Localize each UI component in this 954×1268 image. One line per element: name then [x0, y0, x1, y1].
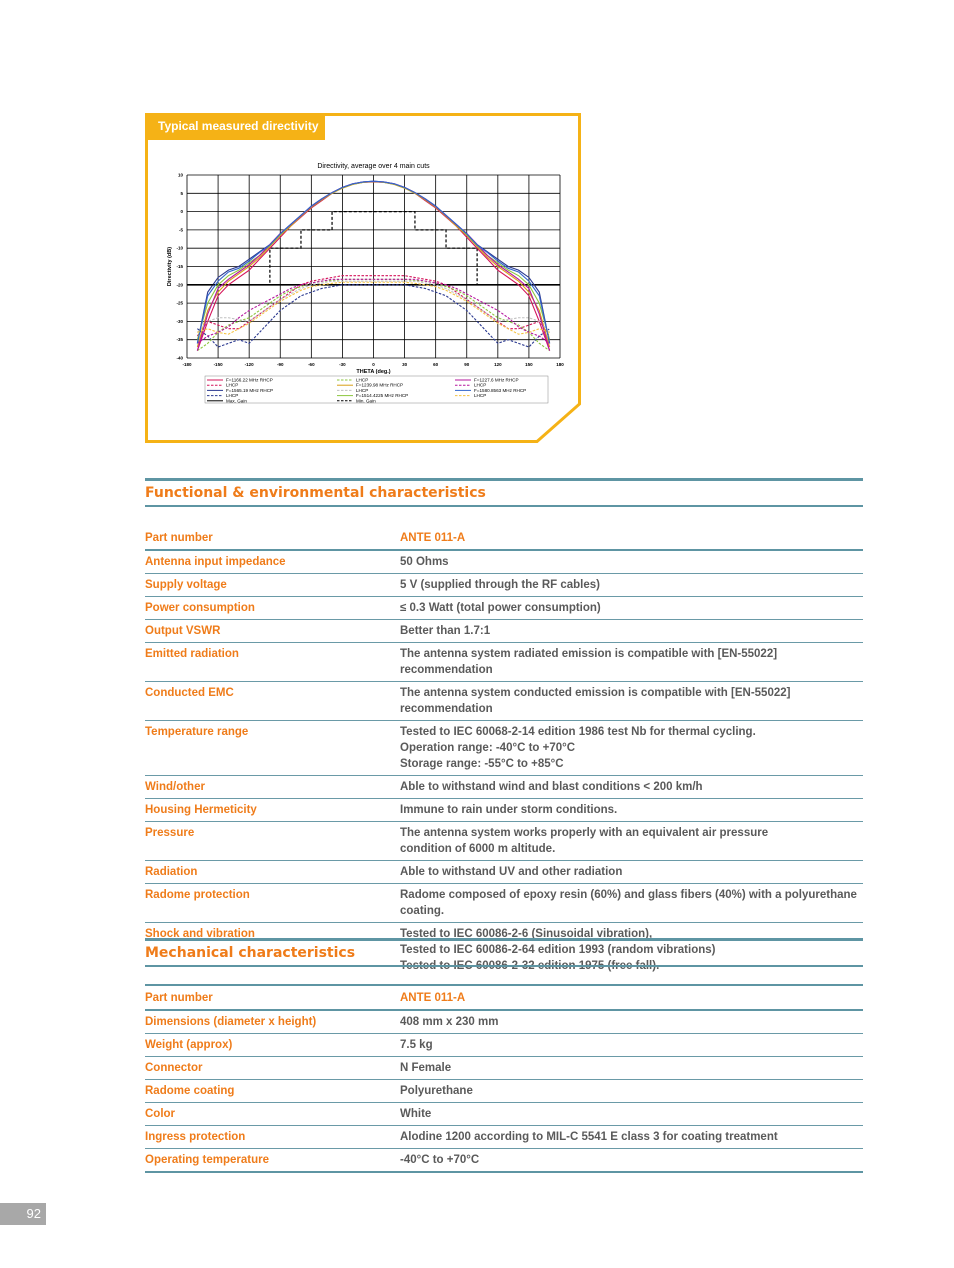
- y-tick-label: 10: [177, 172, 183, 178]
- row-value-line: 408 mm x 230 mm: [400, 1016, 499, 1028]
- x-tick-label: -180: [182, 362, 192, 367]
- row-value-line: Alodine 1200 according to MIL-C 5541 E class 3 for coating treatment: [400, 1131, 778, 1143]
- table-row: [145, 1010, 863, 1034]
- x-tick-label: -150: [213, 362, 223, 367]
- chart-title: Directivity, average over 4 main cuts: [317, 163, 430, 170]
- row-value: [400, 1103, 863, 1126]
- table-row: [145, 682, 863, 721]
- y-tick-label: -20: [176, 282, 183, 288]
- row-value-line: N Female: [400, 1062, 452, 1074]
- table-row: [145, 721, 863, 776]
- mechanical-table: [145, 987, 863, 1173]
- x-tick-label: -30: [339, 362, 346, 367]
- x-tick-label: 30: [402, 362, 408, 367]
- table-row: [145, 574, 863, 597]
- legend-label: F=1239.98 MHz RHCP: [356, 382, 404, 388]
- row-value-line: White: [400, 1108, 432, 1120]
- legend-label: F=1227.6 MHz RHCP: [474, 377, 519, 383]
- x-tick-label: -120: [244, 362, 254, 367]
- row-value: [400, 776, 863, 799]
- x-tick-label: 150: [525, 362, 533, 367]
- row-label: Radiation: [145, 861, 400, 884]
- row-value-line: Storage range: -55°C to +85°C: [400, 758, 564, 770]
- row-label: Connector: [145, 1057, 400, 1080]
- x-tick-label: 60: [433, 362, 439, 367]
- row-label: Pressure: [145, 822, 400, 861]
- mechanical-section-title: Mechanical characteristics: [145, 938, 863, 967]
- row-value-line: 50 Ohms: [400, 556, 449, 568]
- directivity-chart: [150, 143, 574, 413]
- table-row: [145, 1080, 863, 1103]
- table-header-row: [145, 527, 863, 550]
- row-label: Antenna input impedance: [145, 550, 400, 574]
- row-value-line: The antenna system radiated emission is compatible with [EN-55022] recommendation: [400, 648, 778, 676]
- header-key: Part number: [145, 987, 400, 1010]
- row-label: Radome protection: [145, 884, 400, 923]
- x-tick-label: -90: [276, 362, 284, 367]
- row-label: Radome coating: [145, 1080, 400, 1103]
- table-row: [145, 799, 863, 822]
- table-row: [145, 822, 863, 861]
- row-label: Conducted EMC: [145, 682, 400, 721]
- row-label: Supply voltage: [145, 574, 400, 597]
- row-value-line: Tested to IEC 60086-2-6 (Sinusoidal vibration),: [400, 928, 653, 940]
- table-row: [145, 620, 863, 643]
- header-key: Part number: [145, 527, 400, 550]
- y-tick-label: -10: [176, 245, 183, 251]
- row-value-line: Immune to rain under storm conditions.: [400, 804, 618, 816]
- row-label: Operating temperature: [145, 1149, 400, 1173]
- row-label: Dimensions (diameter x height): [145, 1010, 400, 1034]
- x-tick-label: 0: [372, 362, 375, 367]
- table-row: [145, 643, 863, 682]
- row-value-line: ≤ 0.3 Watt (total power consumption): [400, 602, 601, 614]
- row-value-line: condition of 6000 m altitude.: [400, 843, 556, 855]
- row-label: Power consumption: [145, 597, 400, 620]
- x-tick-label: -60: [308, 362, 315, 367]
- table-row: [145, 861, 863, 884]
- table-row: [145, 1034, 863, 1057]
- y-tick-label: 5: [180, 190, 183, 196]
- row-label: Housing Hermeticity: [145, 799, 400, 822]
- row-value: [400, 1010, 863, 1034]
- table-row: [145, 550, 863, 574]
- row-label: Color: [145, 1103, 400, 1126]
- row-value-line: The antenna system works properly with an equivalent air pressure: [400, 827, 769, 839]
- row-value: [400, 597, 863, 620]
- row-value: [400, 550, 863, 574]
- row-value: [400, 721, 863, 776]
- row-value: [400, 682, 863, 721]
- row-value: [400, 643, 863, 682]
- row-value: [400, 1126, 863, 1149]
- row-value: [400, 1149, 863, 1173]
- table-row: [145, 1149, 863, 1173]
- row-value-line: Able to withstand wind and blast conditions < 200 km/h: [400, 781, 703, 793]
- legend-label: Min. Gain: [356, 398, 376, 404]
- row-value-line: Operation range: -40°C to +70°C: [400, 742, 576, 754]
- table-row: [145, 776, 863, 799]
- table-header-row: [145, 987, 863, 1010]
- y-tick-label: -35: [176, 337, 183, 343]
- legend-label: LHCP: [356, 377, 369, 383]
- directivity-figure: [145, 113, 581, 443]
- legend-label: LHCP: [226, 393, 239, 399]
- row-value-line: 5 V (supplied through the RF cables): [400, 579, 600, 591]
- header-value: ANTE 011-A: [400, 987, 863, 1010]
- row-value-line: Able to withstand UV and other radiation: [400, 866, 623, 878]
- legend-label: LHCP: [474, 393, 487, 399]
- functional-section-title: Functional & environmental characteristics: [145, 478, 863, 507]
- legend-label: F=1166.22 MHz RHCP: [226, 377, 273, 383]
- table-row: [145, 1057, 863, 1080]
- row-value: [400, 799, 863, 822]
- functional-table: [145, 527, 863, 986]
- table-row: [145, 884, 863, 923]
- row-value: [400, 574, 863, 597]
- legend-label: F=1514.4225 MHz RHCP: [356, 393, 409, 399]
- row-value-line: The antenna system conducted emission is compatible with [EN-55022] recommendation: [400, 687, 791, 715]
- row-label: Emitted radiation: [145, 643, 400, 682]
- row-value-line: Tested to IEC 60086-2-64 edition 1993 (random vibrations): [400, 944, 716, 956]
- row-value: [400, 822, 863, 861]
- row-label: Output VSWR: [145, 620, 400, 643]
- table-row: [145, 1103, 863, 1126]
- row-value-line: Radome composed of epoxy resin (60%) and glass fibers (40%) with a polyurethane coating.: [400, 889, 857, 917]
- legend-label: F=1580.8563 MHz RHCP: [474, 387, 527, 393]
- x-axis-label: THETA (deg.): [356, 369, 391, 375]
- row-label: Weight (approx): [145, 1034, 400, 1057]
- y-tick-label: -40: [176, 355, 183, 361]
- row-label: Ingress protection: [145, 1126, 400, 1149]
- row-value: [400, 1034, 863, 1057]
- row-value: [400, 1080, 863, 1103]
- row-label: Temperature range: [145, 721, 400, 776]
- legend-label: LHCP: [226, 382, 239, 388]
- header-value: ANTE 011-A: [400, 527, 863, 550]
- row-value: [400, 861, 863, 884]
- row-label: Wind/other: [145, 776, 400, 799]
- x-tick-label: 120: [494, 362, 502, 367]
- table-row: [145, 1126, 863, 1149]
- row-value-line: 7.5 kg: [400, 1039, 433, 1051]
- x-tick-label: 90: [464, 362, 470, 367]
- row-value: [400, 1057, 863, 1080]
- y-tick-label: -30: [176, 318, 183, 324]
- y-tick-label: -5: [178, 227, 183, 233]
- y-tick-label: -25: [176, 300, 183, 306]
- row-value-line: Better than 1.7:1: [400, 625, 491, 637]
- row-value-line: Tested to IEC 60068-2-14 edition 1986 test Nb for thermal cycling.: [400, 726, 756, 738]
- page-number: 92: [0, 1203, 46, 1225]
- legend-label: Max. Gain: [226, 398, 247, 404]
- row-value: [400, 884, 863, 923]
- row-value-line: Tested to IEC 60086-2-32 edition 1975 (free fall).: [400, 960, 660, 972]
- row-value: [400, 620, 863, 643]
- legend-label: LHCP: [356, 387, 369, 393]
- x-tick-label: 180: [556, 362, 564, 367]
- y-tick-label: -15: [176, 264, 183, 269]
- figure-tab-label: Typical measured directivity: [145, 113, 325, 140]
- legend-label: LHCP: [474, 382, 487, 388]
- table-row: [145, 597, 863, 620]
- row-value-line: -40°C to +70°C: [400, 1154, 480, 1166]
- y-tick-label: 0: [180, 209, 183, 215]
- row-value-line: Polyurethane: [400, 1085, 473, 1097]
- legend-label: F=1565.19 MHz RHCP: [226, 387, 274, 393]
- y-axis-label: Directivity (dB): [167, 246, 173, 287]
- row-label: Shock and vibration: [145, 923, 400, 986]
